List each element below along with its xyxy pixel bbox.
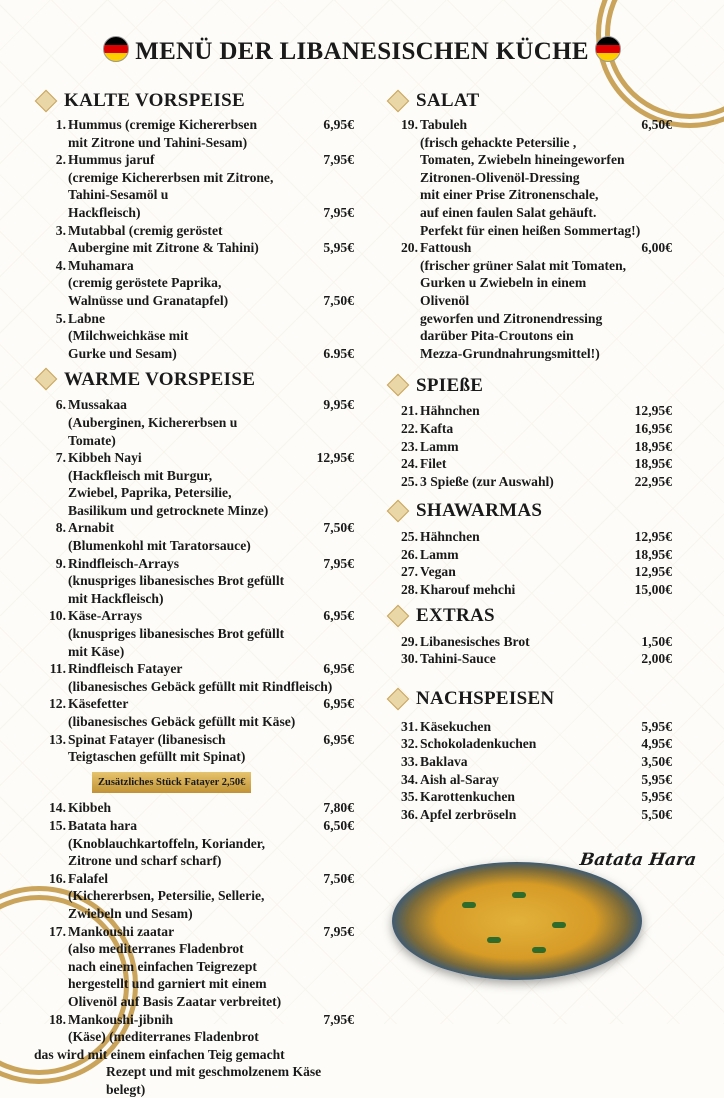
item-number: 8. <box>55 520 66 536</box>
section-heading-kalte-vorspeise: KALTE VORSPEISE <box>34 88 354 114</box>
item-number: 22. <box>401 420 418 436</box>
item-name: Hummus (cremige Kichererbsen <box>68 117 258 132</box>
item-price: 4,95€ <box>641 736 672 752</box>
menu-item <box>34 799 354 817</box>
item-description: hergestellt und garniert mit einem <box>68 976 267 992</box>
item-name: Vegan <box>420 564 456 580</box>
item-description: mit Hackfleisch) <box>68 590 164 606</box>
item-name: Rindfleisch Fatayer <box>68 661 183 677</box>
item-description: mit Käse) <box>68 643 125 659</box>
item-price: 18,95€ <box>634 546 672 562</box>
item-number: 14. <box>49 800 66 816</box>
item-description: Zitrone und scharf scharf) <box>68 853 222 869</box>
item-name: Tabuleh <box>420 117 468 132</box>
item-number: 16. <box>49 870 66 886</box>
item-price: 7,50€ <box>323 870 354 886</box>
item-number: 34. <box>401 771 418 787</box>
menu-item <box>34 519 354 554</box>
item-number: 4. <box>55 257 66 273</box>
item-price: 15,00€ <box>634 582 672 598</box>
left-column <box>34 88 354 1098</box>
item-description: Gurken u Zwiebeln in einem <box>420 275 587 291</box>
item-description: (Kichererbsen, Petersilie, Sellerie, <box>68 888 265 904</box>
item-number: 26. <box>401 546 418 562</box>
item-price: 18,95€ <box>634 456 672 472</box>
item-description: Walnüsse und Granatapfel) <box>68 292 229 308</box>
item-description: mit einer Prise Zitronenschale, <box>420 187 599 203</box>
item-name: Mankoushi-jibnih <box>68 1011 174 1027</box>
item-description: Olivenöl auf Basis Zaatar verbreitet) <box>68 993 282 1009</box>
section-heading-warme-vorspeise: WARME VORSPEISE <box>34 366 354 392</box>
herb-garnish <box>512 892 526 898</box>
menu-item <box>34 923 354 1011</box>
item-number: 7. <box>55 450 66 466</box>
item-number: 25. <box>401 473 418 489</box>
item-price: 7,95€ <box>323 204 354 220</box>
menu-item <box>34 695 354 730</box>
german-flag-icon <box>595 36 621 62</box>
item-number: 17. <box>49 923 66 939</box>
item-number: 25. <box>401 529 418 545</box>
item-name: Fattoush <box>420 240 472 256</box>
menu-item <box>386 116 672 239</box>
item-description: Hackfleisch) <box>68 204 141 220</box>
item-price: 12,95€ <box>634 564 672 580</box>
herb-garnish <box>462 902 476 908</box>
item-name: Muhamara <box>68 257 134 273</box>
item-name: Spinat Fatayer (libanesisch <box>68 731 226 747</box>
mankoushi-tail-line-1: das wird mit einem einfachen Teig gemacht <box>34 1046 285 1062</box>
item-description: (libanesisches Gebäck gefüllt mit Käse) <box>68 714 296 729</box>
item-price: 2,00€ <box>641 651 672 667</box>
menu-item <box>34 257 354 310</box>
item-description: auf einen faulen Salat gehäuft. <box>420 204 597 220</box>
item-description: (Auberginen, Kichererbsen u <box>68 414 238 430</box>
item-number: 31. <box>401 718 418 734</box>
warme-vorspeise-list <box>34 396 354 765</box>
menu-item <box>34 449 354 519</box>
item-description: (also mediterranes Fladenbrot <box>68 941 244 957</box>
item-name: Hähnchen <box>420 403 480 419</box>
item-name: Arnabit <box>68 520 115 536</box>
menu-item <box>34 555 354 608</box>
item-description: (Hackfleisch mit Burgur, <box>68 467 213 483</box>
item-name: Baklava <box>420 754 468 770</box>
herb-garnish <box>552 922 566 928</box>
menu-item <box>34 731 354 766</box>
item-number: 30. <box>401 651 418 667</box>
item-name: Käse-Arrays <box>68 608 142 624</box>
item-price: 6,95€ <box>323 117 354 132</box>
item-description: Olivenöl <box>420 292 470 308</box>
menu-item <box>34 1011 354 1046</box>
item-description: nach einem einfachen Teigrezept <box>68 958 257 974</box>
item-price: 7,95€ <box>323 555 354 571</box>
section-heading-extras: EXTRAS <box>386 603 672 629</box>
item-name: Labne <box>68 310 106 326</box>
item-price: 6,50€ <box>641 117 672 132</box>
item-name: Mutabbal (cremig geröstet <box>68 222 223 238</box>
menu-item <box>34 310 354 363</box>
menu-item <box>386 455 672 473</box>
item-name: Lamm <box>420 438 459 454</box>
item-price: 12,95€ <box>634 403 672 419</box>
item-description: (Milchweichkäse mit <box>68 328 189 344</box>
item-name: Käsefetter <box>68 696 129 712</box>
item-price: 6,95€ <box>323 661 354 677</box>
section-heading-spiesse: SPIEßE <box>386 372 672 398</box>
item-name: Käsekuchen <box>420 718 492 734</box>
extras-list <box>386 633 672 668</box>
item-name: Mankoushi zaatar <box>68 923 175 939</box>
item-number: 29. <box>401 633 418 649</box>
menu-item <box>34 870 354 923</box>
item-price: 6,95€ <box>323 731 354 747</box>
item-price: 22,95€ <box>634 473 672 489</box>
diamond-icon <box>387 90 410 113</box>
item-number: 20. <box>401 240 418 256</box>
item-number: 12. <box>49 696 66 712</box>
item-price: 12,95€ <box>634 529 672 545</box>
item-price: 12,95€ <box>316 450 354 466</box>
batata-hara-photo <box>392 862 642 980</box>
item-price: 6,95€ <box>323 696 354 712</box>
menu-item <box>34 660 354 695</box>
item-price: 7,50€ <box>323 292 354 308</box>
herb-garnish <box>487 937 501 943</box>
menu-item <box>34 817 354 870</box>
item-number: 3. <box>55 222 66 238</box>
item-name: Hummus jaruf <box>68 152 155 168</box>
item-number: 28. <box>401 582 418 598</box>
item-description: Gurke und Sesam) <box>68 345 177 361</box>
menu-item <box>386 581 672 599</box>
item-name: Kibbeh <box>68 800 112 816</box>
item-number: 11. <box>49 661 66 677</box>
menu-item <box>386 753 672 771</box>
item-name: Kafta <box>420 420 454 436</box>
item-number: 36. <box>401 806 418 822</box>
menu-item <box>34 607 354 660</box>
item-description: (knuspriges libanesisches Brot gefüllt <box>68 573 285 589</box>
item-price: 18,95€ <box>634 438 672 454</box>
item-name: Rindfleisch-Arrays <box>68 555 180 571</box>
item-price: 7,95€ <box>323 1011 354 1027</box>
item-description: geworfen und Zitronendressing <box>420 310 603 326</box>
diamond-icon <box>387 688 410 711</box>
menu-item <box>386 402 672 420</box>
item-name: Kibbeh Nayi <box>68 450 142 466</box>
item-number: 6. <box>55 397 66 413</box>
photo-caption: Batata Hara <box>578 850 698 870</box>
menu-item <box>386 546 672 564</box>
item-description: (knuspriges libanesisches Brot gefüllt <box>68 626 285 642</box>
item-description: mit Zitrone und Tahini-Sesam) <box>68 134 248 150</box>
item-number: 1. <box>55 117 66 132</box>
item-number: 21. <box>401 403 418 419</box>
item-description: (frischer grüner Salat mit Tomaten, <box>420 257 627 273</box>
item-price: 6,00€ <box>641 240 672 256</box>
item-price: 7,95€ <box>323 152 354 168</box>
menu-item <box>386 563 672 581</box>
spiesse-list <box>386 402 672 490</box>
item-name: 3 Spieße (zur Auswahl) <box>420 473 554 489</box>
item-number: 24. <box>401 456 418 472</box>
item-number: 13. <box>49 731 66 747</box>
nachspeisen-list <box>386 718 672 824</box>
item-price: 5,50€ <box>641 806 672 822</box>
item-description: Zitronen-Olivenöl-Dressing <box>420 169 580 185</box>
mankoushi-tail-line-2: Rezept und mit geschmolzenem Käse belegt) <box>106 1064 322 1097</box>
menu-item <box>34 222 354 257</box>
shawarmas-list <box>386 528 672 598</box>
item-name: Aish al-Saray <box>420 771 499 787</box>
menu-item <box>386 718 672 736</box>
item-number: 19. <box>401 117 418 132</box>
item-price: 9,95€ <box>323 397 354 413</box>
section-heading-salat: SALAT <box>386 88 672 114</box>
item-description: Zwiebeln und Sesam) <box>68 905 193 921</box>
warme-vorspeise-list-continued <box>34 799 354 1045</box>
menu-item <box>386 650 672 668</box>
item-number: 23. <box>401 438 418 454</box>
item-number: 15. <box>49 817 66 833</box>
item-price: 5,95€ <box>641 718 672 734</box>
page-title: MENÜ DER LIBANESISCHEN KÜCHE <box>0 36 724 66</box>
item-price: 6.95€ <box>323 345 354 361</box>
item-name: Hähnchen <box>420 529 480 545</box>
item-name: Libanesisches Brot <box>420 633 530 649</box>
menu-item <box>386 788 672 806</box>
item-description: Mezza-Grundnahrungsmittel!) <box>420 345 600 361</box>
item-description: Perfekt für einen heißen Sommertag!) <box>420 222 641 238</box>
item-description: (Knoblauchkartoffeln, Koriander, <box>68 835 265 851</box>
item-name: Batata hara <box>68 817 138 833</box>
item-name: Schokoladenkuchen <box>420 736 537 752</box>
item-name: Apfel zerbröseln <box>420 806 517 822</box>
menu-item <box>386 528 672 546</box>
note-wrapper <box>92 772 354 794</box>
menu-item <box>386 420 672 438</box>
item-description: Aubergine mit Zitrone & Tahini) <box>68 240 259 256</box>
diamond-icon <box>35 368 58 391</box>
item-description: (Käse) (mediterranes Fladenbrot <box>68 1029 259 1045</box>
item-number: 33. <box>401 754 418 770</box>
diamond-icon <box>387 500 410 523</box>
kalte-vorspeise-list <box>34 116 354 362</box>
item-number: 9. <box>55 555 66 571</box>
item-number: 5. <box>55 310 66 326</box>
menu-item <box>386 438 672 456</box>
item-description: Tomaten, Zwiebeln hineingeworfen <box>420 152 625 168</box>
diamond-icon <box>35 90 58 113</box>
salat-list <box>386 116 672 362</box>
menu-item <box>386 239 672 362</box>
item-description: Teigtaschen gefüllt mit Spinat) <box>68 749 246 765</box>
item-number: 18. <box>49 1011 66 1027</box>
diamond-icon <box>387 604 410 627</box>
item-description: Tomate) <box>68 432 116 448</box>
item-name: Filet <box>420 456 447 472</box>
item-name: Mussakaa <box>68 397 127 413</box>
item-description: (libanesisches Gebäck gefüllt mit Rindfleisch) <box>68 678 333 694</box>
item-number: 27. <box>401 564 418 580</box>
menu-item <box>386 771 672 789</box>
item-description: (cremig geröstete Paprika, <box>68 275 222 291</box>
item-price: 6,95€ <box>323 608 354 624</box>
menu-item <box>386 473 672 491</box>
item-price: 16,95€ <box>634 420 672 436</box>
menu-item <box>386 633 672 651</box>
item-name: Lamm <box>420 546 459 562</box>
item-description: (cremige Kichererbsen mit Zitrone, <box>68 169 274 185</box>
menu-item <box>34 116 354 151</box>
item-description: Basilikum und getrocknete Minze) <box>68 502 269 518</box>
item-price: 5,95€ <box>641 789 672 805</box>
item-price: 7,50€ <box>323 520 354 536</box>
item-name: Kharouf mehchi <box>420 582 516 598</box>
item-price: 7,95€ <box>323 923 354 939</box>
item-description: Zwiebel, Paprika, Petersilie, <box>68 485 232 501</box>
menu-item <box>34 151 354 221</box>
item-price: 3,50€ <box>641 754 672 770</box>
item-price: 1,50€ <box>641 633 672 649</box>
item-description: (Blumenkohl mit Taratorsauce) <box>68 538 251 554</box>
item-price: 7,80€ <box>323 800 354 816</box>
item-price: 6,50€ <box>323 817 354 833</box>
item-name: Falafel <box>68 870 109 886</box>
menu-item <box>386 735 672 753</box>
item-name: Tahini-Sauce <box>420 651 496 667</box>
item-name: Karottenkuchen <box>420 789 515 805</box>
section-heading-shawarmas: SHAWARMAS <box>386 498 672 524</box>
item-number: 10. <box>49 608 66 624</box>
item-description: Tahini-Sesamöl u <box>68 187 169 203</box>
item-number: 32. <box>401 736 418 752</box>
item-description: (frisch gehackte Petersilie , <box>420 134 577 150</box>
item-number: 2. <box>55 152 66 168</box>
item-price: 5,95€ <box>641 771 672 787</box>
menu-item <box>34 396 354 449</box>
diamond-icon <box>387 374 410 397</box>
item-number: 35. <box>401 789 418 805</box>
right-column <box>386 88 672 823</box>
german-flag-icon <box>103 36 129 62</box>
herb-garnish <box>532 947 546 953</box>
extra-fatayer-note: Zusätzliches Stück Fatayer 2,50€ <box>92 772 251 794</box>
section-heading-nachspeisen: NACHSPEISEN <box>386 686 672 712</box>
menu-item <box>386 806 672 824</box>
item-price: 5,95€ <box>323 240 354 256</box>
item-description: darüber Pita-Croutons ein <box>420 328 574 344</box>
